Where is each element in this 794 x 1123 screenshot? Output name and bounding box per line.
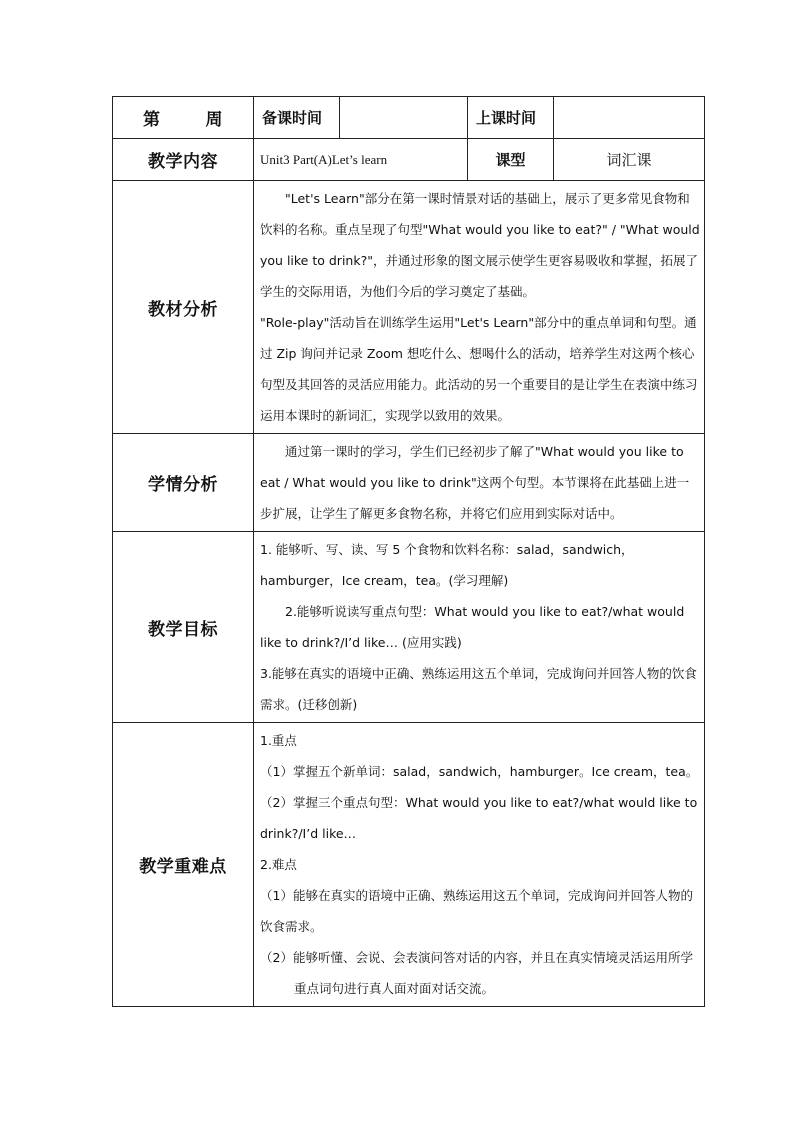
objectives-label: 教学目标 xyxy=(113,532,254,723)
content-value: Unit3 Part(A)Let’s learn xyxy=(254,139,468,181)
student-analysis-content xyxy=(254,434,705,532)
prep-time-value[interactable] xyxy=(340,97,468,139)
lesson-type-value: 词汇课 xyxy=(554,139,705,181)
textbook-analysis-paragraph-1: "Let's Learn"部分在第一课时情景对话的基础上，展示了更多常见食物和饮料的名称。重点呈现了句型"What would you like to eat?" / "What would you like to drink?"，并通过形象的图文展示使学生更容易吸收和掌握，拓展了学生的交际用语，为他们今后的学习奠定了基础。 xyxy=(260,191,704,299)
objectives-content xyxy=(254,532,705,723)
objective-item-3: 3.能够在真实的语境中正确、熟练运用这五个单词，完成询问并回答人物的饮食需求。(迁移创新) xyxy=(260,666,697,712)
difficult-item-2: （2）能够听懂、会说、会表演问答对话的内容，并且在真实情境灵活运用所学重点词句进行真人面对面对话交流。 xyxy=(260,950,693,996)
difficult-item-1: （1）能够在真实的语境中正确、熟练运用这五个单词，完成询问并回答人物的饮食需求。 xyxy=(260,888,693,934)
key-points-content xyxy=(254,723,705,1007)
key-heading: 1.重点 xyxy=(260,733,297,748)
objective-item-1: 1. 能够听、写、读、写 5 个食物和饮料名称：salad，sandwich，hamburger，Ice cream，tea。(学习理解) xyxy=(260,542,634,588)
header-row xyxy=(113,97,705,139)
content-label: 教学内容 xyxy=(113,139,254,181)
key-points-row xyxy=(113,723,705,1007)
week-label-second: 周 xyxy=(205,110,223,130)
lesson-plan-table xyxy=(112,96,705,1007)
week-label-first: 第 xyxy=(143,110,161,130)
content-row xyxy=(113,139,705,181)
key-item-2: （2）掌握三个重点句型：What would you like to eat?/what would like to drink?/I’d like… xyxy=(260,795,702,841)
key-points-label: 教学重难点 xyxy=(113,723,254,1007)
student-analysis-paragraph: 通过第一课时的学习，学生们已经初步了解了"What would you like to eat / What would you like to drink"这两个句型。本节课将在此基础上进一步扩展，让学生了解更多食物名称，并将它们应用到实际对话中。 xyxy=(260,444,690,521)
difficult-heading: 2.难点 xyxy=(260,857,297,872)
lesson-type-label: 课型 xyxy=(468,139,554,181)
student-analysis-label: 学情分析 xyxy=(113,434,254,532)
objectives-row xyxy=(113,532,705,723)
prep-time-label: 备课时间 xyxy=(254,97,340,139)
class-time-label: 上课时间 xyxy=(468,97,554,139)
textbook-analysis-label: 教材分析 xyxy=(113,181,254,434)
objective-item-2: 2.能够听说读写重点句型：What would you like to eat?/what would like to drink?/I’d like… (应用实践) xyxy=(260,604,689,650)
key-item-1: （1）掌握五个新单词：salad，sandwich，hamburger。Ice cream，tea。 xyxy=(260,764,699,779)
textbook-analysis-paragraph-2: "Role-play"活动旨在训练学生运用"Let's Learn"部分中的重点单词和句型。通过 Zip 询问并记录 Zoom 想吃什么、想喝什么的活动，培养学生对这两个核心句型及其回答的灵活应用能力。此活动的另一个重要目的是让学生在表演中练习运用本课时的新词汇，实现学以致用的效果。 xyxy=(260,315,698,423)
class-time-value[interactable] xyxy=(554,97,705,139)
student-analysis-row xyxy=(113,434,705,532)
textbook-analysis-row xyxy=(113,181,705,434)
week-cell xyxy=(113,97,254,139)
textbook-analysis-content xyxy=(254,181,705,434)
